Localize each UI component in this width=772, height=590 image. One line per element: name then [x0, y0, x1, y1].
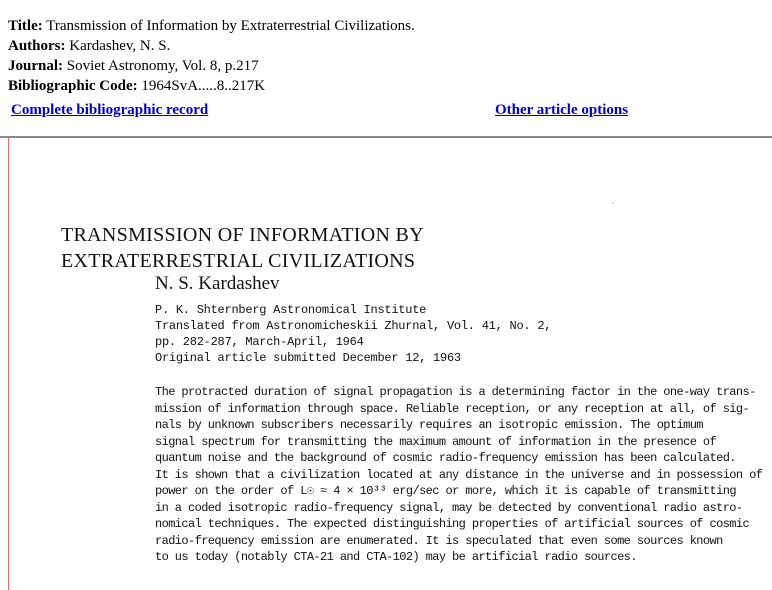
- title-value: Transmission of Information by Extraterrestrial Civilizations.: [46, 18, 415, 34]
- affiliation-line: P. K. Shternberg Astronomical Institute: [155, 303, 427, 317]
- article-title-line: EXTRATERRESTRIAL CIVILIZATIONS: [61, 250, 416, 272]
- abstract-line: in a coded isotropic radio-frequency signal, may be detected by conventional radio astro-: [155, 500, 743, 515]
- abstract-line: mission of information through space. Reliable reception, or any reception at all, of sig-: [155, 401, 750, 416]
- abstract-line: power on the order of L☉ ≈ 4 × 10³³ erg/sec or more, which it is capable of transmitting: [155, 484, 736, 498]
- authors-row: [8, 36, 415, 56]
- bibcode-value: 1964SvA.....8..217K: [141, 78, 266, 94]
- journal-row: [8, 56, 415, 76]
- article-affiliation: [155, 302, 551, 366]
- affiliation-line: Translated from Astronomicheskii Zhurnal, Vol. 41, No. 2,: [155, 319, 552, 333]
- affiliation-line: Original article submitted December 12, 1963: [155, 351, 461, 365]
- authors-value: Kardashev, N. S.: [69, 38, 171, 54]
- article-author: N. S. Kardashev: [155, 273, 280, 294]
- record-metadata: [8, 16, 415, 96]
- article-title-line: TRANSMISSION OF INFORMATION BY: [61, 224, 424, 246]
- article-title: [61, 222, 424, 274]
- affiliation-line: pp. 282-287, March-April, 1964: [155, 335, 364, 349]
- abstract-line: nomical techniques. The expected distinguishing properties of artificial sources of cosmic: [155, 517, 750, 531]
- title-row: [8, 16, 415, 36]
- record-links: [11, 102, 711, 122]
- journal-label: Journal:: [8, 58, 64, 74]
- abstract-line: to us today (notably CTA-21 and CTA-102) may be artificial radio sources.: [155, 550, 637, 564]
- title-label: Title:: [8, 18, 43, 34]
- scan-speck: [612, 202, 614, 204]
- abstract-line: It is shown that a civilization located at any distance in the universe and in possession of: [155, 467, 763, 482]
- page-margin-line: [8, 138, 9, 590]
- other-options-link[interactable]: Other article options: [495, 102, 629, 118]
- abstract-line: quantum noise and the background of cosmic radio-frequency emission has been calculated.: [155, 451, 736, 465]
- abstract-line: nals by unknown subscribers necessarily requires an isotropic emission. The optimum: [155, 418, 703, 432]
- scanned-page: [0, 138, 772, 590]
- bibcode-row: [8, 76, 415, 96]
- abstract-line: The protracted duration of signal propagation is a determining factor in the one-way trans-: [155, 385, 756, 399]
- bibcode-label: Bibliographic Code:: [8, 78, 138, 94]
- complete-record-link[interactable]: Complete bibliographic record: [11, 102, 209, 118]
- journal-value: Soviet Astronomy, Vol. 8, p.217: [66, 58, 259, 74]
- abstract-line: signal spectrum for transmitting the maximum amount of information in the presence of: [155, 434, 717, 449]
- authors-label: Authors:: [8, 38, 66, 54]
- article-abstract: [155, 384, 762, 566]
- abstract-line: radio-frequency emission are enumerated. It is speculated that even some sources known: [155, 533, 723, 548]
